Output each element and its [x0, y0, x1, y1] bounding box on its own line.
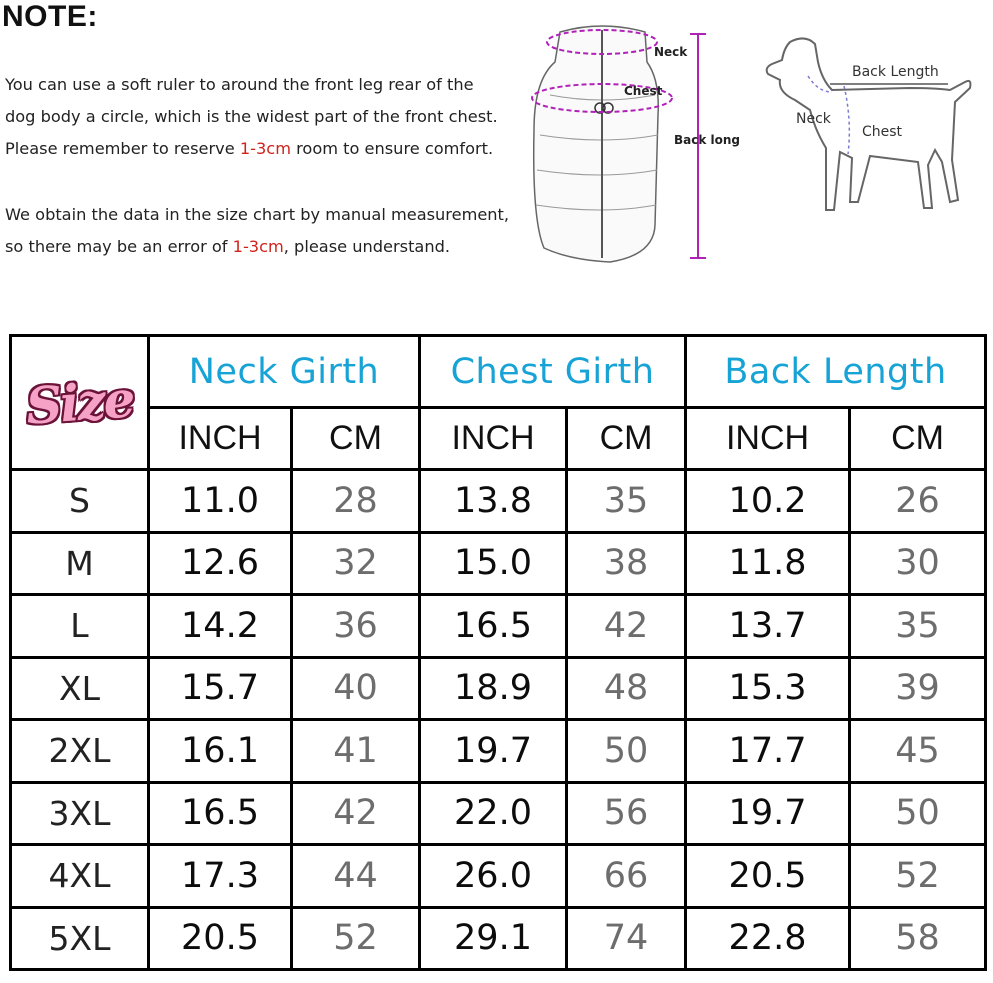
- table-row: [11, 782, 986, 845]
- chest-inch-cell: 16.5: [420, 595, 567, 658]
- neck-inch-cell: 20.5: [149, 907, 292, 970]
- error-disclaimer: [5, 199, 509, 263]
- instruction-line: You can use a soft ruler to around the front leg rear of the: [5, 75, 474, 94]
- chest-inch-cell: 29.1: [420, 907, 567, 970]
- neck-cm-cell: 52: [292, 907, 420, 970]
- unit-header: CM: [567, 408, 686, 470]
- unit-header: CM: [292, 408, 420, 470]
- back-inch-cell: 19.7: [686, 782, 850, 845]
- unit-header: INCH: [420, 408, 567, 470]
- chest-cm-cell: 42: [567, 595, 686, 658]
- dog-measurement-diagram: [760, 30, 985, 240]
- chest-cm-cell: 48: [567, 657, 686, 720]
- back-inch-cell: 15.3: [686, 657, 850, 720]
- back-cm-cell: 45: [850, 720, 986, 783]
- chest-inch-cell: 26.0: [420, 845, 567, 908]
- neck-inch-cell: 17.3: [149, 845, 292, 908]
- table-row: [11, 720, 986, 783]
- unit-header: INCH: [686, 408, 850, 470]
- coat-measurement-diagram: [520, 20, 760, 265]
- table-row: [11, 470, 986, 533]
- neck-inch-cell: 14.2: [149, 595, 292, 658]
- dog-back-length-label: Back Length: [852, 64, 939, 80]
- back-cm-cell: 52: [850, 845, 986, 908]
- neck-inch-cell: 11.0: [149, 470, 292, 533]
- neck-cm-cell: 41: [292, 720, 420, 783]
- size-cell: 5XL: [11, 907, 149, 970]
- table-row: [11, 595, 986, 658]
- size-logo: Size: [23, 369, 136, 436]
- chest-cm-cell: 66: [567, 845, 686, 908]
- chest-inch-cell: 22.0: [420, 782, 567, 845]
- unit-header-row: [11, 408, 986, 470]
- dog-neck-label: Neck: [796, 111, 831, 127]
- dog-chest-label: Chest: [862, 124, 903, 140]
- neck-inch-cell: 16.5: [149, 782, 292, 845]
- neck-cm-cell: 44: [292, 845, 420, 908]
- back-cm-cell: 50: [850, 782, 986, 845]
- size-cell: L: [11, 595, 149, 658]
- measure-instructions: [5, 69, 498, 165]
- coat-illustration: [534, 26, 659, 262]
- back-cm-cell: 58: [850, 907, 986, 970]
- chest-cm-cell: 50: [567, 720, 686, 783]
- back-cm-cell: 26: [850, 470, 986, 533]
- neck-inch-cell: 16.1: [149, 720, 292, 783]
- coat-back-label: Back long: [674, 133, 741, 147]
- back-inch-cell: 10.2: [686, 470, 850, 533]
- unit-header: INCH: [149, 408, 292, 470]
- tolerance-highlight: 1-3cm: [239, 139, 291, 158]
- back-inch-cell: 11.8: [686, 532, 850, 595]
- back-inch-cell: 17.7: [686, 720, 850, 783]
- instruction-line: dog body a circle, which is the widest part of the front chest.: [5, 107, 498, 126]
- size-cell: M: [11, 532, 149, 595]
- chest-inch-cell: 18.9: [420, 657, 567, 720]
- chest-cm-cell: 38: [567, 532, 686, 595]
- table-row: [11, 907, 986, 970]
- back-inch-cell: 22.8: [686, 907, 850, 970]
- note-title: NOTE:: [2, 0, 98, 33]
- size-chart-table: [9, 334, 987, 971]
- neck-cm-cell: 28: [292, 470, 420, 533]
- disclaimer-line: We obtain the data in the size chart by manual measurement,: [5, 205, 510, 224]
- back-length-header: Back Length: [686, 336, 986, 408]
- neck-cm-cell: 32: [292, 532, 420, 595]
- chest-cm-cell: 74: [567, 907, 686, 970]
- size-cell: 4XL: [11, 845, 149, 908]
- chest-cm-cell: 56: [567, 782, 686, 845]
- neck-inch-cell: 15.7: [149, 657, 292, 720]
- table-row: [11, 532, 986, 595]
- chest-inch-cell: 13.8: [420, 470, 567, 533]
- size-cell: XL: [11, 657, 149, 720]
- neck-girth-header: Neck Girth: [149, 336, 420, 408]
- table-row: [11, 657, 986, 720]
- back-inch-cell: 13.7: [686, 595, 850, 658]
- table-row: [11, 845, 986, 908]
- instruction-line: Please remember to reserve 1-3cm room to ensure comfort.: [5, 139, 494, 158]
- neck-cm-cell: 36: [292, 595, 420, 658]
- back-cm-cell: 39: [850, 657, 986, 720]
- size-logo-cell: [11, 336, 149, 470]
- tolerance-highlight: 1-3cm: [232, 237, 284, 256]
- disclaimer-line: so there may be an error of 1-3cm, please understand.: [5, 237, 451, 256]
- size-cell: 3XL: [11, 782, 149, 845]
- back-cm-cell: 30: [850, 532, 986, 595]
- unit-header: CM: [850, 408, 986, 470]
- chest-inch-cell: 19.7: [420, 720, 567, 783]
- group-header-row: [11, 336, 986, 408]
- chest-inch-cell: 15.0: [420, 532, 567, 595]
- neck-inch-cell: 12.6: [149, 532, 292, 595]
- coat-neck-label: Neck: [654, 45, 688, 59]
- neck-cm-cell: 40: [292, 657, 420, 720]
- size-cell: S: [11, 470, 149, 533]
- chest-cm-cell: 35: [567, 470, 686, 533]
- size-cell: 2XL: [11, 720, 149, 783]
- back-cm-cell: 35: [850, 595, 986, 658]
- back-inch-cell: 20.5: [686, 845, 850, 908]
- chest-girth-header: Chest Girth: [420, 336, 686, 408]
- coat-chest-label: Chest: [624, 84, 663, 98]
- neck-cm-cell: 42: [292, 782, 420, 845]
